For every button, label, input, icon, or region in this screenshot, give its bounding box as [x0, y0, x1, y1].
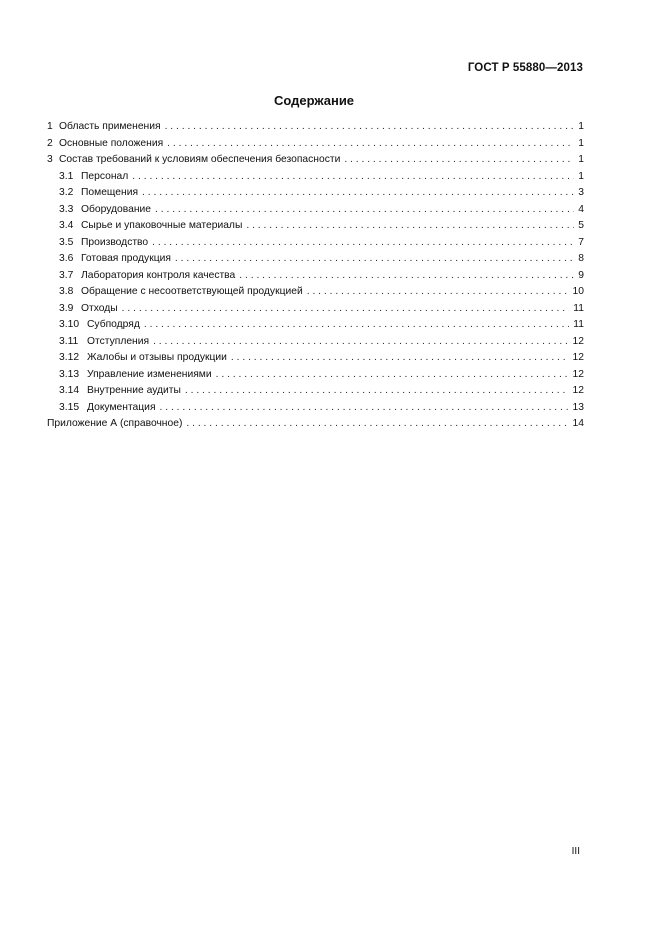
toc-entry-page: 12: [572, 335, 584, 347]
toc-entry-page: 13: [572, 401, 584, 413]
toc-entry-label: Область применения: [59, 121, 161, 132]
toc-entry-page: 10: [572, 286, 584, 298]
dot-leader: [144, 317, 569, 334]
toc-entry-number: 3.14: [59, 385, 80, 397]
toc-entry-label: Основные положения: [59, 137, 164, 149]
dot-leader: [186, 416, 568, 433]
toc-entry[interactable]: [47, 218, 584, 235]
toc-entry-label: Документация: [87, 401, 156, 413]
toc-entry-number: 3: [47, 154, 53, 166]
toc-entry[interactable]: [47, 350, 584, 367]
dot-leader: [231, 350, 569, 367]
toc-entry-number: 3.10: [59, 319, 80, 331]
dot-leader: [155, 202, 574, 219]
toc-entry-number: 3.5: [59, 236, 74, 248]
toc-entry-appendix[interactable]: [47, 416, 584, 433]
toc-entry-page: 4: [578, 203, 584, 215]
toc-entry-page: 1: [578, 121, 584, 132]
toc-entry-page: 5: [578, 220, 584, 232]
dot-leader: [152, 235, 574, 252]
toc-entry-number: 3.11: [59, 335, 79, 347]
toc-entry-page: 1: [578, 154, 584, 166]
dot-leader: [216, 367, 569, 384]
toc-entry-number: 1: [47, 121, 53, 132]
toc-entry[interactable]: [47, 317, 584, 334]
toc-entry[interactable]: [47, 334, 584, 351]
toc-entry-number: 3.4: [59, 220, 74, 232]
dot-leader: [175, 251, 574, 268]
toc-entry-page: 8: [578, 253, 584, 265]
toc-entry-number: 3.9: [59, 302, 74, 314]
toc-entry-label: Сырье и упаковочные материалы: [81, 220, 243, 232]
toc-entry[interactable]: [47, 136, 584, 153]
toc-entry-number: 3.8: [59, 286, 74, 298]
dot-leader: [160, 400, 569, 417]
toc-entry-page: 3: [578, 187, 584, 199]
toc-entry[interactable]: [47, 202, 584, 219]
dot-leader: [142, 185, 574, 202]
toc-entry-page: 7: [578, 236, 584, 248]
toc-entry[interactable]: [47, 169, 584, 186]
toc-entry[interactable]: [47, 152, 584, 169]
toc-entry-number: 3.13: [59, 368, 80, 380]
toc-entry[interactable]: [47, 367, 584, 384]
toc-entry-label: Жалобы и отзывы продукции: [87, 352, 227, 364]
toc-entry-page: 1: [578, 137, 584, 149]
toc-entry-label: Внутренние аудиты: [87, 385, 181, 397]
toc-entry-number: 3.12: [59, 352, 80, 364]
toc-entry-number: 3.1: [59, 170, 74, 182]
page-folio: III: [571, 846, 580, 857]
dot-leader: [307, 284, 569, 301]
toc-entry-number: 2: [47, 137, 53, 149]
toc-entry-label: Лаборатория контроля качества: [81, 269, 236, 281]
toc-entry-label: Приложение А (справочное): [47, 418, 183, 430]
toc-entry[interactable]: [47, 383, 584, 400]
toc-entry-label: Производство: [81, 236, 149, 248]
dot-leader: [246, 218, 574, 235]
dot-leader: [122, 301, 570, 318]
toc-entry-label: Персонал: [81, 170, 129, 182]
toc-entry-number: 3.2: [59, 187, 74, 199]
toc-entry-label: Отходы: [81, 302, 118, 314]
toc-entry[interactable]: [47, 235, 584, 252]
toc-entry-label: Обращение с несоответствующей продукцией: [81, 286, 303, 298]
toc-entry-label: Отступления: [87, 335, 150, 347]
toc-entry-page: 9: [578, 269, 584, 281]
dot-leader: [153, 334, 568, 351]
dot-leader: [132, 169, 574, 186]
toc-entry-page: 12: [572, 368, 584, 380]
toc-entry[interactable]: [47, 119, 584, 136]
toc-entry-page: 1: [578, 170, 584, 182]
toc-entry-page: 14: [572, 418, 584, 430]
dot-leader: [165, 119, 575, 136]
toc-entry-page: 11: [573, 319, 584, 331]
toc-entry-number: 3.7: [59, 269, 74, 281]
toc-entry-label: Состав требований к условиям обеспечения безопасности: [59, 154, 341, 166]
document-code: ГОСТ Р 55880—2013: [467, 62, 583, 74]
dot-leader: [185, 383, 569, 400]
toc-entry[interactable]: [47, 185, 584, 202]
toc-entry-page: 11: [573, 302, 584, 314]
toc-entry-label: Управление изменениями: [87, 368, 212, 380]
toc-entry-label: Помещения: [81, 187, 139, 199]
dot-leader: [167, 136, 574, 153]
toc-entry-label: Субподряд: [87, 319, 140, 331]
toc-entry-number: 3.6: [59, 253, 74, 265]
toc-entry[interactable]: [47, 268, 584, 285]
table-of-contents: [47, 119, 584, 433]
toc-entry[interactable]: [47, 400, 584, 417]
toc-entry-page: 12: [572, 352, 584, 364]
toc-entry-label: Оборудование: [81, 203, 152, 215]
dot-leader: [344, 152, 574, 169]
toc-entry-label: Готовая продукция: [81, 253, 171, 265]
toc-entry-page: 12: [572, 385, 584, 397]
toc-title: Содержание: [273, 93, 355, 108]
toc-entry-number: 3.3: [59, 203, 74, 215]
toc-entry-number: 3.15: [59, 401, 80, 413]
dot-leader: [239, 268, 574, 285]
toc-entry[interactable]: [47, 301, 584, 318]
toc-entry[interactable]: [47, 251, 584, 268]
toc-entry[interactable]: [47, 284, 584, 301]
